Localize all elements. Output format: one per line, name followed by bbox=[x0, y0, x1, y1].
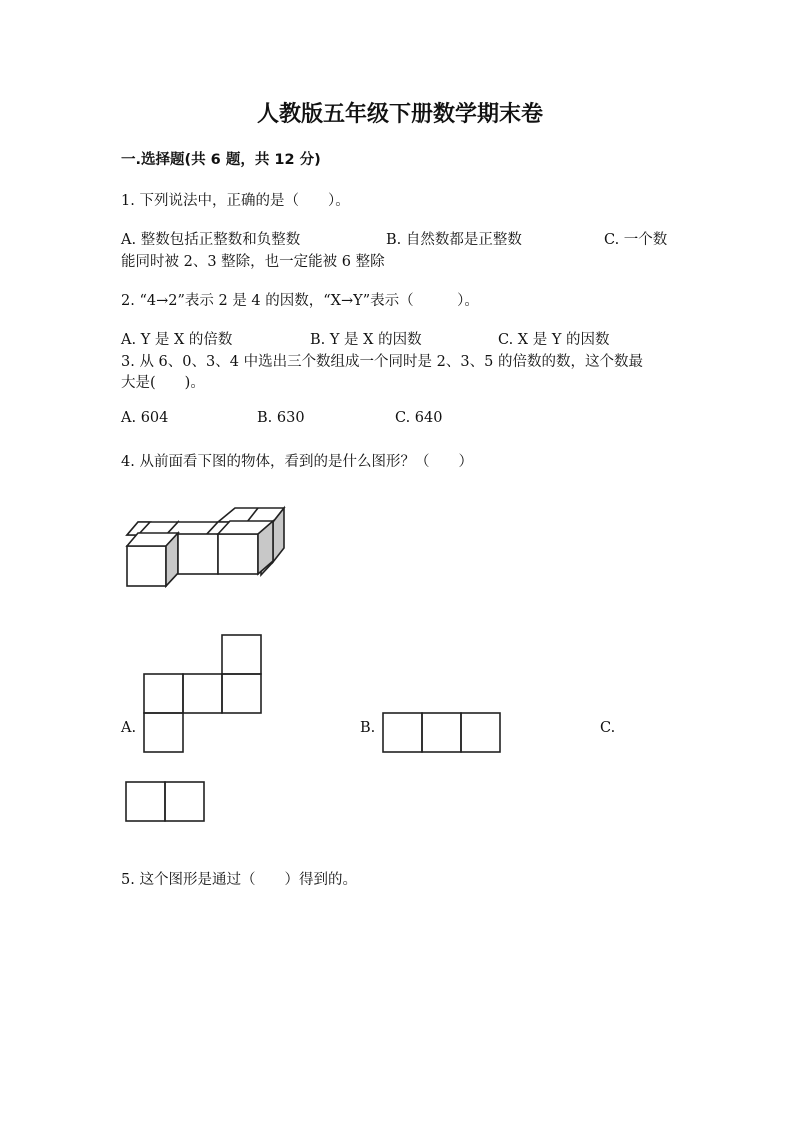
question-4-option-a-label: A. bbox=[121, 720, 137, 736]
section-heading: 一.选择题(共 6 题，共 12 分) bbox=[121, 152, 321, 168]
question-4-option-c-figure bbox=[125, 781, 209, 825]
cube-arrangement-figure bbox=[120, 500, 300, 600]
question-2-option-a: A. Y 是 X 的倍数 bbox=[121, 332, 233, 348]
question-3-option-a: A. 604 bbox=[121, 410, 169, 426]
question-2-option-c: C. X 是 Y 的因数 bbox=[498, 332, 610, 348]
question-3-stem: 3. 从 6、0、3、4 中选出三个数组成一个同时是 2、3、5 的倍数的数，这个数最 bbox=[121, 354, 643, 370]
question-3-stem-continuation: 大是( )。 bbox=[121, 375, 205, 391]
question-1-option-b: B. 自然数都是正整数 bbox=[386, 232, 522, 248]
question-4-option-a-figure bbox=[142, 634, 264, 756]
question-4-option-c-label: C. bbox=[600, 720, 616, 736]
question-5-stem: 5. 这个图形是通过（ ）得到的。 bbox=[121, 872, 357, 888]
question-3-option-c: C. 640 bbox=[395, 410, 443, 426]
question-4-option-b-figure bbox=[382, 712, 504, 756]
question-4-option-b-label: B. bbox=[360, 720, 376, 736]
question-1-option-c-continuation: 能同时被 2、3 整除，也一定能被 6 整除 bbox=[121, 254, 385, 270]
question-2-stem: 2. “4→2”表示 2 是 4 的因数，“X→Y”表示（ ）。 bbox=[121, 293, 479, 309]
question-2-option-b: B. Y 是 X 的因数 bbox=[310, 332, 422, 348]
question-3-option-b: B. 630 bbox=[257, 410, 305, 426]
question-4-stem: 4. 从前面看下图的物体，看到的是什么图形？（ ） bbox=[121, 454, 473, 470]
question-1-option-c: C. 一个数 bbox=[604, 232, 668, 248]
question-1-stem: 1. 下列说法中，正确的是（ ）。 bbox=[121, 193, 350, 209]
question-1-option-a: A. 整数包括正整数和负整数 bbox=[121, 232, 301, 248]
page-title: 人教版五年级下册数学期末卷 bbox=[256, 102, 543, 127]
